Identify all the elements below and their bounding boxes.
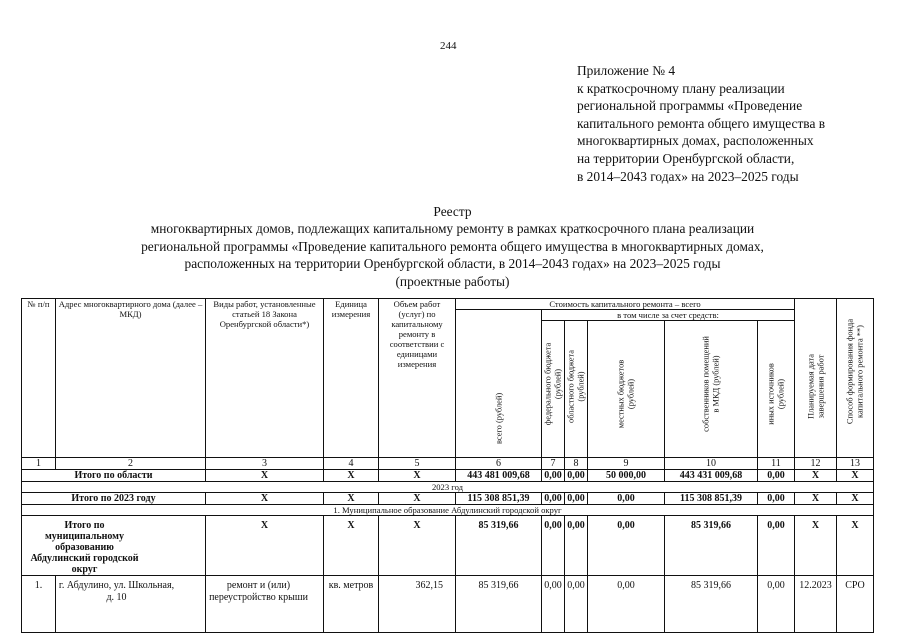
row-method: СРО [837,576,874,633]
header-cost-total: Стоимость капитального ремонта – всего [456,299,795,310]
cell-owners: 443 431 009,68 [665,470,758,482]
cell-regional: 0,00 [565,516,588,576]
column-number: 11 [758,458,795,470]
cell: Х [324,493,379,505]
cell: Х [795,516,837,576]
cell-regional: 0,00 [565,470,588,482]
header-unit: Единица измерения [324,299,379,458]
cell: Х [379,493,456,505]
header-regional: областного бюджета (рублей) [565,321,588,458]
cell: Х [837,470,874,482]
cell-federal: 0,00 [542,516,565,576]
appendix-line: многоквартирных домах, расположенных [577,133,814,149]
column-number: 8 [565,458,588,470]
cell: Х [837,516,874,576]
appendix-note [577,62,897,185]
municipality-heading-row [22,505,874,516]
cell-other: 0,00 [758,470,795,482]
title-line: расположенных на территории Оренбургской области, в 2014–2043 годах» на 2023–2025 годы [184,256,721,272]
column-number-row [22,458,874,470]
title-line: (проектные работы) [395,273,510,289]
appendix-line: к краткосрочному плану реализации [577,80,785,96]
cell-other: 0,00 [758,516,795,576]
appendix-line: на территории Оренбургской области, [577,150,795,166]
column-number: 13 [837,458,874,470]
cell-federal: 0,00 [542,493,565,505]
cell-total: 85 319,66 [456,516,542,576]
total-municipality-row [22,516,874,576]
year-heading-row [22,482,874,493]
appendix-line: региональной программы «Проведение [577,98,803,114]
cell: Х [206,493,324,505]
column-number: 12 [795,458,837,470]
total-region-row [22,470,874,482]
title-line: многоквартирных домов, подлежащих капитальному ремонту в рамках краткосрочного плана реализации [150,221,755,237]
cell-total: 443 481 009,68 [456,470,542,482]
row-local: 0,00 [588,576,665,633]
appendix-line: капитального ремонта общего имущества в [577,115,826,131]
column-number: 4 [324,458,379,470]
year-heading: 2023 год [22,482,874,493]
header-including: в том числе за счет средств: [542,310,795,321]
row-federal: 0,00 [542,576,565,633]
row-date: 12.2023 [795,576,837,633]
cell-local: 0,00 [588,516,665,576]
registry-title [0,203,905,290]
row-other: 0,00 [758,576,795,633]
cell-local: 50 000,00 [588,470,665,482]
row-volume: 362,15 [379,576,456,633]
total-2023-row [22,493,874,505]
cell-regional: 0,00 [565,493,588,505]
total-municipality-label: Итого по муниципальному образованию Абдулинский городской округ [22,516,206,576]
municipality-heading: 1. Муниципальное образование Абдулинский городской округ [22,505,874,516]
cell-owners: 85 319,66 [665,516,758,576]
column-number: 6 [456,458,542,470]
appendix-line: Приложение № 4 [577,63,676,78]
column-number: 9 [588,458,665,470]
header-planned-date: Планируемая дата завершения работ [795,299,837,458]
header-work-types: Виды работ, установленные статьей 18 Закона Оренбургской области*) [206,299,324,458]
row-num: 1. [22,576,56,633]
column-number: 5 [379,458,456,470]
header-address: Адрес многоквартирного дома (далее – МКД) [56,299,206,458]
header-federal: федерального бюджета (рублей) [542,321,565,458]
cell: Х [379,516,456,576]
appendix-line: в 2014–2043 годах» на 2023–2025 годы [577,168,799,184]
column-number: 3 [206,458,324,470]
row-address: г. Абдулино, ул. Школьная, д. 10 [56,576,206,633]
title-line: Реестр [433,204,472,219]
column-number: 2 [56,458,206,470]
cell: Х [206,470,324,482]
row-owners: 85 319,66 [665,576,758,633]
column-number: 1 [22,458,56,470]
row-work: ремонт и (или) переустройство крыши [206,576,324,633]
header-other: иных источников (рублей) [758,321,795,458]
cell: Х [795,470,837,482]
header-num: № п/п [22,299,56,458]
cell-other: 0,00 [758,493,795,505]
row-regional: 0,00 [565,576,588,633]
total-2023-label: Итого по 2023 году [22,493,206,505]
title-line: региональной программы «Проведение капитального ремонта общего имущества в многоквартирных домах, [141,238,764,254]
header-volume: Объем работ (услуг) по капитальному ремонту в соответствии с единицами измерения [379,299,456,458]
header-owners: собственников помещений в МКД (рублей) [665,321,758,458]
column-number: 7 [542,458,565,470]
cell-owners: 115 308 851,39 [665,493,758,505]
cell-federal: 0,00 [542,470,565,482]
header-fund-method: Способ формирования фонда капитального ремонта **) [837,299,874,458]
table-row [22,576,874,633]
row-total: 85 319,66 [456,576,542,633]
cell-total: 115 308 851,39 [456,493,542,505]
row-unit: кв. метров [324,576,379,633]
cell: Х [206,516,324,576]
page-number: 244 [440,40,457,52]
column-number: 10 [665,458,758,470]
total-region-label: Итого по области [22,470,206,482]
cell: Х [324,470,379,482]
header-total-rub: всего (рублей) [456,310,542,458]
cell: Х [837,493,874,505]
cell: Х [379,470,456,482]
registry-table [21,298,874,633]
header-local: местных бюджетов (рублей) [588,321,665,458]
header-row [22,299,874,310]
cell-local: 0,00 [588,493,665,505]
cell: Х [795,493,837,505]
cell: Х [324,516,379,576]
